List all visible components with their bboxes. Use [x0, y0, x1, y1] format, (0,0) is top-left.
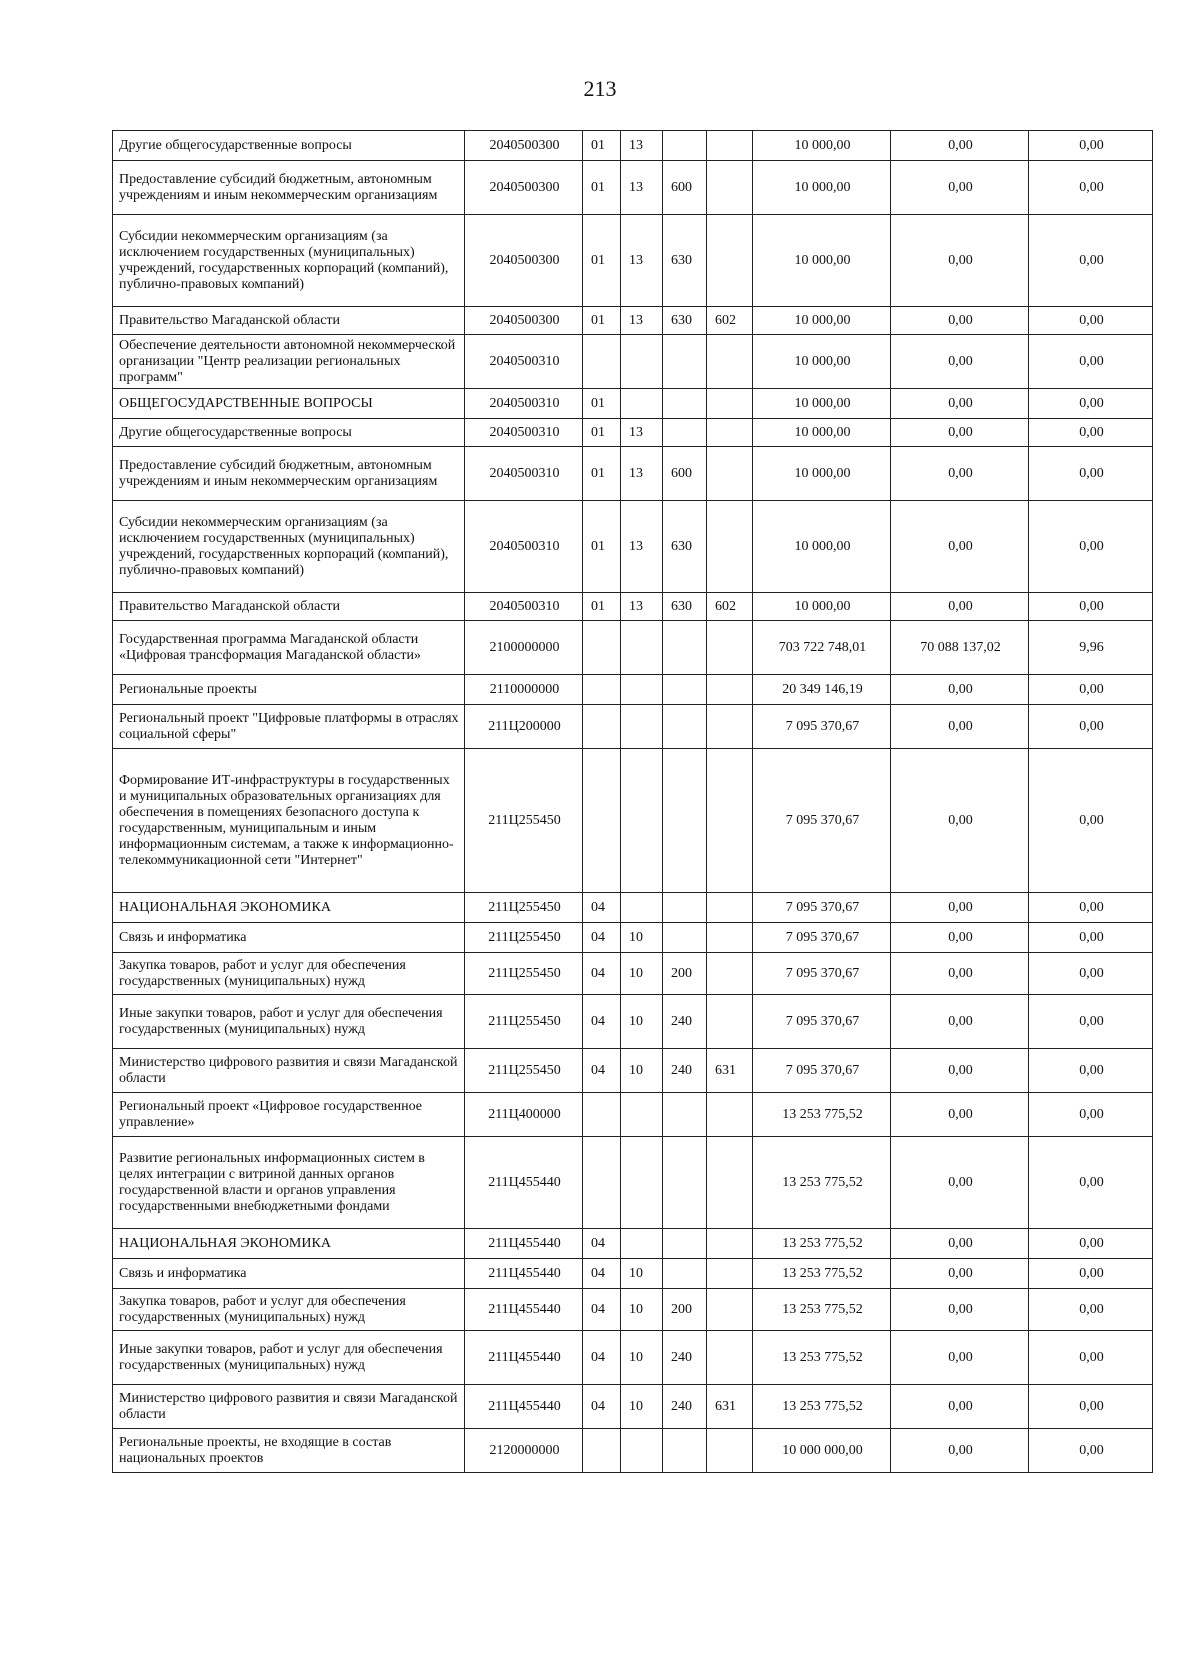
row-target-code: 2040500300 [465, 215, 583, 307]
row-subsection-code: 10 [621, 1259, 663, 1289]
row-subsection-code: 10 [621, 1385, 663, 1429]
table-row [113, 995, 1153, 1049]
row-subsection-code: 13 [621, 593, 663, 621]
row-percent-executed: 0,00 [1029, 335, 1153, 389]
row-amount-plan: 703 722 748,01 [753, 621, 891, 675]
row-amount-executed: 70 088 137,02 [891, 621, 1029, 675]
row-section-code [583, 675, 621, 705]
row-percent-executed: 0,00 [1029, 307, 1153, 335]
row-target-code: 2040500310 [465, 389, 583, 419]
row-name: Закупка товаров, работ и услуг для обеспечения государственных (муниципальных) нужд [113, 1289, 465, 1331]
row-target-code: 2040500310 [465, 335, 583, 389]
row-name: НАЦИОНАЛЬНАЯ ЭКОНОМИКА [113, 1229, 465, 1259]
row-name: Региональные проекты [113, 675, 465, 705]
row-section-code: 01 [583, 215, 621, 307]
row-administrator-code [707, 1093, 753, 1137]
row-amount-executed: 0,00 [891, 995, 1029, 1049]
row-subsection-code: 13 [621, 307, 663, 335]
row-section-code: 01 [583, 161, 621, 215]
row-target-code: 2040500310 [465, 501, 583, 593]
row-section-code: 04 [583, 923, 621, 953]
row-subsection-code [621, 1229, 663, 1259]
row-amount-executed: 0,00 [891, 335, 1029, 389]
row-subsection-code [621, 675, 663, 705]
row-amount-executed: 0,00 [891, 705, 1029, 749]
row-amount-plan: 20 349 146,19 [753, 675, 891, 705]
row-target-code: 211Ц455440 [465, 1229, 583, 1259]
row-section-code [583, 749, 621, 893]
row-administrator-code [707, 749, 753, 893]
row-section-code: 04 [583, 995, 621, 1049]
table-row [113, 1429, 1153, 1473]
row-section-code: 01 [583, 593, 621, 621]
row-administrator-code [707, 419, 753, 447]
row-subsection-code: 13 [621, 419, 663, 447]
row-name: Предоставление субсидий бюджетным, автономным учреждениям и иным некоммерческим организациям [113, 447, 465, 501]
row-amount-plan: 13 253 775,52 [753, 1331, 891, 1385]
row-name: Обеспечение деятельности автономной некоммерческой организации "Центр реализации региональных программ" [113, 335, 465, 389]
row-percent-executed: 0,00 [1029, 1331, 1153, 1385]
row-target-code: 211Ц255450 [465, 749, 583, 893]
row-administrator-code [707, 389, 753, 419]
row-expense-type-code: 240 [663, 1049, 707, 1093]
row-expense-type-code [663, 1093, 707, 1137]
row-target-code: 211Ц455440 [465, 1259, 583, 1289]
row-subsection-code: 10 [621, 1049, 663, 1093]
row-amount-executed: 0,00 [891, 675, 1029, 705]
row-subsection-code [621, 1429, 663, 1473]
row-percent-executed: 0,00 [1029, 1049, 1153, 1093]
row-amount-executed: 0,00 [891, 447, 1029, 501]
row-section-code: 04 [583, 1259, 621, 1289]
row-amount-executed: 0,00 [891, 501, 1029, 593]
row-amount-executed: 0,00 [891, 307, 1029, 335]
table-row [113, 1385, 1153, 1429]
table-row [113, 131, 1153, 161]
row-amount-executed: 0,00 [891, 1137, 1029, 1229]
row-name: Другие общегосударственные вопросы [113, 131, 465, 161]
row-section-code: 01 [583, 447, 621, 501]
row-expense-type-code [663, 389, 707, 419]
row-administrator-code [707, 1137, 753, 1229]
row-administrator-code: 602 [707, 307, 753, 335]
row-percent-executed: 9,96 [1029, 621, 1153, 675]
row-amount-executed: 0,00 [891, 953, 1029, 995]
row-administrator-code [707, 923, 753, 953]
row-expense-type-code [663, 923, 707, 953]
table-row [113, 307, 1153, 335]
row-percent-executed: 0,00 [1029, 675, 1153, 705]
row-expense-type-code [663, 1429, 707, 1473]
row-section-code: 04 [583, 953, 621, 995]
row-expense-type-code [663, 131, 707, 161]
row-name: Связь и информатика [113, 1259, 465, 1289]
row-expense-type-code: 240 [663, 1331, 707, 1385]
row-subsection-code: 13 [621, 131, 663, 161]
table-row [113, 675, 1153, 705]
row-amount-plan: 10 000,00 [753, 389, 891, 419]
row-percent-executed: 0,00 [1029, 215, 1153, 307]
row-name: Субсидии некоммерческим организациям (за исключением государственных (муниципальных) учреждений, государственных корпораций (компаний), публично-правовых компаний) [113, 501, 465, 593]
row-expense-type-code [663, 749, 707, 893]
row-amount-plan: 7 095 370,67 [753, 923, 891, 953]
table-row [113, 1093, 1153, 1137]
row-name: НАЦИОНАЛЬНАЯ ЭКОНОМИКА [113, 893, 465, 923]
row-amount-plan: 13 253 775,52 [753, 1259, 891, 1289]
row-expense-type-code: 630 [663, 307, 707, 335]
table-row [113, 161, 1153, 215]
table-row [113, 389, 1153, 419]
row-subsection-code [621, 705, 663, 749]
row-percent-executed: 0,00 [1029, 893, 1153, 923]
row-amount-executed: 0,00 [891, 1229, 1029, 1259]
row-section-code: 01 [583, 389, 621, 419]
table-row [113, 749, 1153, 893]
row-target-code: 211Ц455440 [465, 1385, 583, 1429]
row-administrator-code: 631 [707, 1049, 753, 1093]
row-expense-type-code: 600 [663, 161, 707, 215]
row-section-code: 01 [583, 131, 621, 161]
row-section-code [583, 705, 621, 749]
row-percent-executed: 0,00 [1029, 131, 1153, 161]
table-row [113, 953, 1153, 995]
table-row [113, 447, 1153, 501]
row-target-code: 2040500310 [465, 419, 583, 447]
table-row [113, 1259, 1153, 1289]
row-amount-executed: 0,00 [891, 131, 1029, 161]
row-subsection-code: 13 [621, 161, 663, 215]
row-target-code: 211Ц255450 [465, 953, 583, 995]
row-target-code: 2040500310 [465, 447, 583, 501]
budget-table [112, 130, 1153, 1473]
row-section-code: 04 [583, 1385, 621, 1429]
row-expense-type-code [663, 335, 707, 389]
row-expense-type-code [663, 705, 707, 749]
row-percent-executed: 0,00 [1029, 995, 1153, 1049]
row-name: Министерство цифрового развития и связи Магаданской области [113, 1049, 465, 1093]
row-section-code [583, 335, 621, 389]
row-name: Иные закупки товаров, работ и услуг для обеспечения государственных (муниципальных) нужд [113, 995, 465, 1049]
row-target-code: 2120000000 [465, 1429, 583, 1473]
row-administrator-code: 631 [707, 1385, 753, 1429]
row-administrator-code [707, 953, 753, 995]
row-percent-executed: 0,00 [1029, 1093, 1153, 1137]
row-amount-plan: 10 000,00 [753, 131, 891, 161]
row-amount-plan: 7 095 370,67 [753, 953, 891, 995]
row-amount-executed: 0,00 [891, 1429, 1029, 1473]
row-amount-executed: 0,00 [891, 1259, 1029, 1289]
row-subsection-code: 10 [621, 923, 663, 953]
row-name: Правительство Магаданской области [113, 593, 465, 621]
row-administrator-code [707, 447, 753, 501]
row-target-code: 2100000000 [465, 621, 583, 675]
row-amount-plan: 7 095 370,67 [753, 893, 891, 923]
row-amount-plan: 10 000,00 [753, 419, 891, 447]
table-row [113, 1289, 1153, 1331]
table-row [113, 215, 1153, 307]
row-expense-type-code: 600 [663, 447, 707, 501]
row-administrator-code [707, 893, 753, 923]
row-amount-plan: 10 000,00 [753, 215, 891, 307]
row-section-code [583, 1429, 621, 1473]
row-amount-plan: 10 000,00 [753, 593, 891, 621]
row-percent-executed: 0,00 [1029, 1385, 1153, 1429]
row-percent-executed: 0,00 [1029, 501, 1153, 593]
row-administrator-code [707, 1229, 753, 1259]
row-section-code: 04 [583, 893, 621, 923]
row-amount-plan: 7 095 370,67 [753, 705, 891, 749]
page-number: 213 [583, 76, 617, 101]
row-target-code: 2110000000 [465, 675, 583, 705]
row-target-code: 2040500300 [465, 131, 583, 161]
row-amount-plan: 10 000,00 [753, 447, 891, 501]
row-target-code: 2040500300 [465, 161, 583, 215]
row-expense-type-code [663, 675, 707, 705]
table-row [113, 893, 1153, 923]
row-administrator-code [707, 161, 753, 215]
row-expense-type-code [663, 1229, 707, 1259]
row-subsection-code [621, 389, 663, 419]
row-amount-plan: 13 253 775,52 [753, 1137, 891, 1229]
row-amount-executed: 0,00 [891, 749, 1029, 893]
row-target-code: 211Ц200000 [465, 705, 583, 749]
row-expense-type-code: 630 [663, 215, 707, 307]
row-amount-plan: 13 253 775,52 [753, 1093, 891, 1137]
row-target-code: 211Ц400000 [465, 1093, 583, 1137]
row-percent-executed: 0,00 [1029, 593, 1153, 621]
table-row [113, 923, 1153, 953]
row-section-code [583, 1093, 621, 1137]
row-expense-type-code [663, 893, 707, 923]
table-row [113, 1229, 1153, 1259]
row-amount-plan: 13 253 775,52 [753, 1229, 891, 1259]
row-subsection-code: 10 [621, 995, 663, 1049]
row-administrator-code [707, 215, 753, 307]
table-row [113, 335, 1153, 389]
row-name: Развитие региональных информационных систем в целях интеграции с витриной данных органов государственной власти и органов управления государственными внебюджетными фондами [113, 1137, 465, 1229]
row-name: Региональный проект "Цифровые платформы в отраслях социальной сферы" [113, 705, 465, 749]
row-amount-plan: 10 000,00 [753, 307, 891, 335]
row-amount-executed: 0,00 [891, 1331, 1029, 1385]
row-expense-type-code [663, 621, 707, 675]
row-amount-plan: 7 095 370,67 [753, 1049, 891, 1093]
row-target-code: 211Ц255450 [465, 923, 583, 953]
row-expense-type-code: 630 [663, 593, 707, 621]
row-section-code: 01 [583, 501, 621, 593]
row-amount-executed: 0,00 [891, 1093, 1029, 1137]
row-expense-type-code: 200 [663, 1289, 707, 1331]
row-section-code: 04 [583, 1229, 621, 1259]
row-administrator-code [707, 1259, 753, 1289]
row-percent-executed: 0,00 [1029, 161, 1153, 215]
row-administrator-code [707, 1331, 753, 1385]
row-name: Предоставление субсидий бюджетным, автономным учреждениям и иным некоммерческим организациям [113, 161, 465, 215]
row-subsection-code: 10 [621, 953, 663, 995]
row-amount-executed: 0,00 [891, 419, 1029, 447]
row-percent-executed: 0,00 [1029, 705, 1153, 749]
row-target-code: 2040500310 [465, 593, 583, 621]
row-subsection-code [621, 621, 663, 675]
row-amount-executed: 0,00 [891, 1385, 1029, 1429]
row-name: Связь и информатика [113, 923, 465, 953]
row-amount-executed: 0,00 [891, 1049, 1029, 1093]
row-target-code: 211Ц455440 [465, 1331, 583, 1385]
row-expense-type-code: 240 [663, 995, 707, 1049]
row-name: Министерство цифрового развития и связи Магаданской области [113, 1385, 465, 1429]
row-percent-executed: 0,00 [1029, 953, 1153, 995]
row-name: Региональный проект «Цифровое государственное управление» [113, 1093, 465, 1137]
row-amount-plan: 7 095 370,67 [753, 749, 891, 893]
row-amount-plan: 10 000,00 [753, 161, 891, 215]
row-section-code [583, 1137, 621, 1229]
row-amount-executed: 0,00 [891, 593, 1029, 621]
table-row [113, 593, 1153, 621]
table-row [113, 1331, 1153, 1385]
row-administrator-code [707, 705, 753, 749]
row-expense-type-code: 200 [663, 953, 707, 995]
row-percent-executed: 0,00 [1029, 923, 1153, 953]
row-amount-plan: 10 000,00 [753, 501, 891, 593]
row-amount-executed: 0,00 [891, 923, 1029, 953]
row-subsection-code [621, 893, 663, 923]
row-section-code: 04 [583, 1289, 621, 1331]
row-section-code: 01 [583, 307, 621, 335]
row-percent-executed: 0,00 [1029, 749, 1153, 893]
row-subsection-code: 10 [621, 1289, 663, 1331]
row-administrator-code: 602 [707, 593, 753, 621]
row-subsection-code [621, 335, 663, 389]
row-amount-executed: 0,00 [891, 215, 1029, 307]
row-subsection-code [621, 1093, 663, 1137]
table-row [113, 1049, 1153, 1093]
row-administrator-code [707, 131, 753, 161]
table-row [113, 501, 1153, 593]
row-target-code: 211Ц255450 [465, 1049, 583, 1093]
row-percent-executed: 0,00 [1029, 389, 1153, 419]
row-subsection-code [621, 749, 663, 893]
row-amount-plan: 13 253 775,52 [753, 1289, 891, 1331]
row-target-code: 211Ц455440 [465, 1137, 583, 1229]
row-expense-type-code: 630 [663, 501, 707, 593]
table-row [113, 1137, 1153, 1229]
row-target-code: 211Ц255450 [465, 995, 583, 1049]
row-subsection-code: 13 [621, 215, 663, 307]
row-target-code: 211Ц455440 [465, 1289, 583, 1331]
row-administrator-code [707, 1289, 753, 1331]
row-name: ОБЩЕГОСУДАРСТВЕННЫЕ ВОПРОСЫ [113, 389, 465, 419]
row-percent-executed: 0,00 [1029, 1229, 1153, 1259]
row-name: Закупка товаров, работ и услуг для обеспечения государственных (муниципальных) нужд [113, 953, 465, 995]
row-subsection-code: 13 [621, 447, 663, 501]
row-percent-executed: 0,00 [1029, 1259, 1153, 1289]
row-target-code: 211Ц255450 [465, 893, 583, 923]
row-name: Государственная программа Магаданской области «Цифровая трансформация Магаданской области» [113, 621, 465, 675]
row-subsection-code [621, 1137, 663, 1229]
row-name: Иные закупки товаров, работ и услуг для обеспечения государственных (муниципальных) нужд [113, 1331, 465, 1385]
row-name: Формирование ИТ-инфраструктуры в государственных и муниципальных образовательных организациях для обеспечения в помещениях безопасного доступа к государственным, муниципальным и иным информационным системам, а также к информационно-телекоммуникационной сети "Интернет" [113, 749, 465, 893]
row-amount-plan: 7 095 370,67 [753, 995, 891, 1049]
row-subsection-code: 10 [621, 1331, 663, 1385]
row-amount-executed: 0,00 [891, 161, 1029, 215]
row-name: Региональные проекты, не входящие в состав национальных проектов [113, 1429, 465, 1473]
row-section-code: 04 [583, 1049, 621, 1093]
row-name: Субсидии некоммерческим организациям (за исключением государственных (муниципальных) учреждений, государственных корпораций (компаний), публично-правовых компаний) [113, 215, 465, 307]
table-row [113, 621, 1153, 675]
row-expense-type-code [663, 1259, 707, 1289]
row-amount-plan: 10 000 000,00 [753, 1429, 891, 1473]
row-administrator-code [707, 501, 753, 593]
row-administrator-code [707, 1429, 753, 1473]
row-expense-type-code [663, 1137, 707, 1229]
row-target-code: 2040500300 [465, 307, 583, 335]
row-percent-executed: 0,00 [1029, 419, 1153, 447]
row-administrator-code [707, 335, 753, 389]
row-percent-executed: 0,00 [1029, 1429, 1153, 1473]
row-expense-type-code [663, 419, 707, 447]
row-administrator-code [707, 621, 753, 675]
row-administrator-code [707, 675, 753, 705]
row-section-code: 04 [583, 1331, 621, 1385]
row-administrator-code [707, 995, 753, 1049]
row-section-code: 01 [583, 419, 621, 447]
row-amount-plan: 10 000,00 [753, 335, 891, 389]
row-name: Правительство Магаданской области [113, 307, 465, 335]
row-percent-executed: 0,00 [1029, 447, 1153, 501]
row-expense-type-code: 240 [663, 1385, 707, 1429]
row-name: Другие общегосударственные вопросы [113, 419, 465, 447]
row-amount-executed: 0,00 [891, 1289, 1029, 1331]
row-percent-executed: 0,00 [1029, 1137, 1153, 1229]
row-amount-executed: 0,00 [891, 893, 1029, 923]
row-amount-plan: 13 253 775,52 [753, 1385, 891, 1429]
row-amount-executed: 0,00 [891, 389, 1029, 419]
row-section-code [583, 621, 621, 675]
table-row [113, 419, 1153, 447]
table-row [113, 705, 1153, 749]
row-percent-executed: 0,00 [1029, 1289, 1153, 1331]
row-subsection-code: 13 [621, 501, 663, 593]
